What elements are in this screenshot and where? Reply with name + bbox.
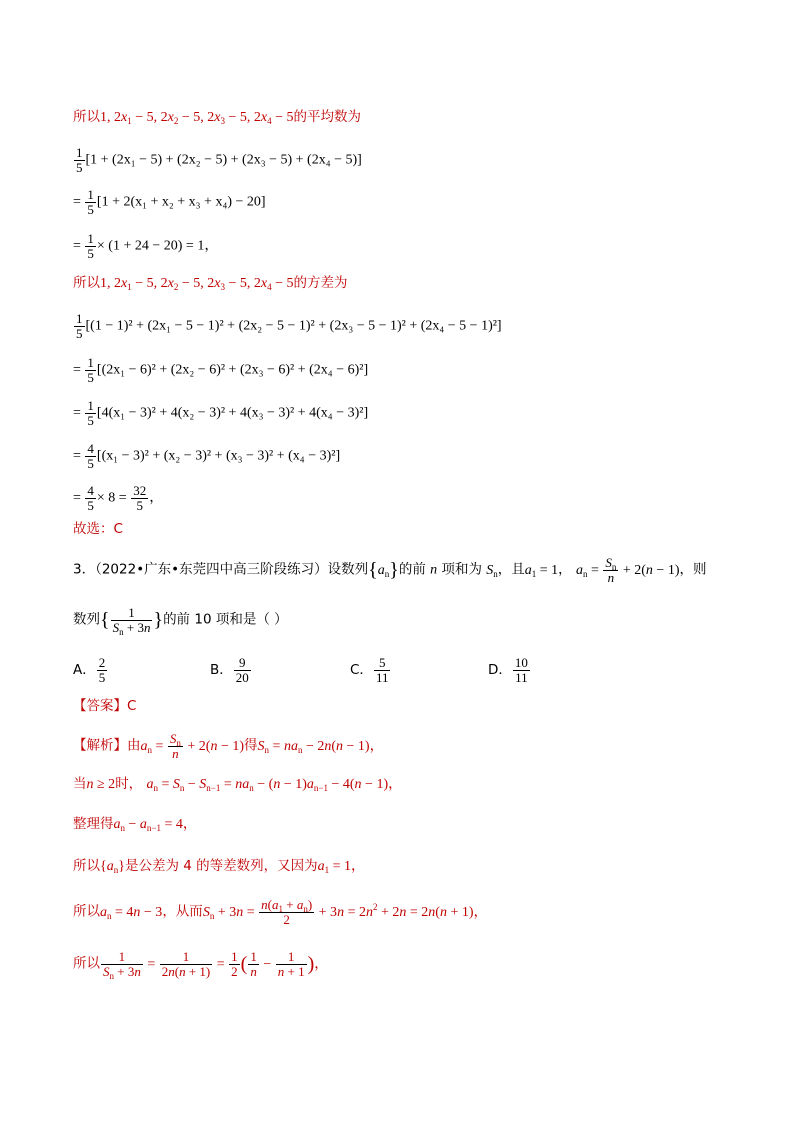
var-sn: $S_n$ (486, 562, 498, 579)
solution-formula: $S_n = na_n - 2n(n - 1)$， (257, 738, 384, 755)
stem-text: 的前 10 项和是（ ） (163, 611, 288, 628)
fraction-one-fifth: $\frac{1}{5}$ (76, 145, 83, 175)
stem-text: 的前 (398, 561, 426, 578)
mean-intro-prefix: 所以 (73, 109, 100, 125)
variance-line-2-expr: [(2x₁ − 6)² + (2x₂ − 6)² + (2x₃ − 6)² + (2x₄ − 6)²] (96, 362, 369, 378)
solution-text: 当 (73, 776, 87, 792)
option-label: B． (210, 662, 233, 678)
option-fraction (234, 656, 251, 685)
stem-text: ， (558, 561, 572, 578)
sequence-recip: { $\frac{1}{S_n + 3n}$ } (100, 605, 164, 637)
variance-line-1-expr: [(1 − 1)² + (2x₁ − 5 − 1)² + (2x₂ − 5 − 1)² + (2x₃ − 5 − 1)² + (2x₄ − 5 − 1)²] (85, 318, 502, 334)
solution-text: 整理得 (73, 816, 114, 832)
variance-line-5: = $\frac{4}{5}$ × 8 = $\frac{32}{5}$ ， (73, 483, 164, 513)
variance-line-3: = $\frac{1}{5}$ [4(x₁ − 3)² + 4(x₂ − 3)² + 4(x₃ − 3)² + 4(x₄ − 3)²] (73, 398, 369, 428)
option-b[interactable] (210, 656, 252, 685)
option-num: 5 (374, 656, 391, 671)
option-den: 20 (235, 670, 249, 685)
problem-number: 3． (73, 561, 96, 578)
option-num: 9 (234, 656, 251, 671)
option-den: 11 (515, 670, 528, 685)
problem3-line2 (73, 606, 288, 635)
solution-text: ，从而 (162, 903, 203, 920)
solution-formula: $a_n = S_n - S_{n-1} = na_n - (n - 1)a_{n-1} - 4(n - 1)$， (146, 777, 403, 793)
option-d[interactable] (488, 656, 531, 685)
solution-formula: $\{a_n\}$ (100, 859, 125, 875)
solution-line-1 (73, 732, 384, 761)
variance-line-4-expr: [(x₁ − 3)² + (x₂ − 3)² + (x₃ − 3)² + (x₄ − 3)²] (96, 448, 341, 464)
fraction-four-fifths: $\frac{4}{5}$ (87, 483, 94, 513)
cond-a1: $a_1 = 1$ (524, 562, 559, 579)
variance-intro-values: 1, $2x_1 - 5$, $2x_2 - 5$, $2x_3 - 5$, $2x_4 - 5$ (100, 276, 294, 292)
answer-value: C (127, 698, 137, 714)
solution-line-2 (73, 775, 402, 794)
option-fraction (374, 656, 391, 685)
solution-text: 得 (244, 737, 258, 754)
solution-formula: $\frac{1}{S_n + 3n}$ = $\frac{1}{2n(n + 1)}$ = $\frac{1}{2}$ ( $\frac{1}{n}$ − $\frac{1}{n + 1}$ )， (103, 949, 329, 981)
variance-line-3-expr: [4(x₁ − 3)² + 4(x₂ − 3)² + 4(x₃ − 3)² + 4(x₄ − 3)²] (96, 405, 369, 421)
option-fraction (513, 656, 530, 685)
solution-formula: $a_1 = 1$， (317, 859, 366, 875)
mean-intro-values: 1, $2x_1 - 5$, $2x_2 - 5$, $2x_3 - 5$, $2x_4 - 5$ (100, 110, 294, 126)
problem3-stem (73, 556, 706, 585)
stem-text: ，则 (679, 561, 707, 578)
solution-text: 所以 (73, 903, 100, 920)
mean-line-2-expr: [1 + 2(x₁ + x₂ + x₃ + x₄) − 20] (96, 194, 266, 210)
option-den: 11 (375, 670, 389, 685)
mean-line-3: = $\frac{1}{5}$ × (1 + 24 − 20) = 1， (73, 231, 219, 261)
fraction-32-fifths: $\frac{32}{5}$ (133, 483, 147, 513)
solution-line-3 (73, 815, 197, 834)
solution-formula: $a_n - a_{n-1} = 4$， (113, 817, 197, 833)
stem-text: 项和为 (441, 561, 482, 578)
solution-formula: n ≥ 2 (86, 777, 116, 792)
stem-text: ，且 (497, 561, 525, 578)
solution-text: 时， (115, 776, 143, 792)
fraction-one-fifth: $\frac{1}{5}$ (87, 398, 94, 428)
stem-text: 数列 (73, 611, 100, 628)
solution-formula: $a_n$ = $\frac{S_n}{n}$ + 2(n − 1) (140, 731, 245, 761)
variance-intro (73, 274, 348, 293)
sequence-an: $\{a_n\}$ (368, 558, 399, 581)
mean-line-3-expr: × (1 + 24 − 20) = 1， (96, 238, 219, 254)
solution-text: 所以 (73, 955, 100, 972)
variance-line-5-expr: × 8 = (96, 490, 127, 506)
option-num: 2 (98, 655, 106, 670)
solution-line-4 (73, 857, 365, 876)
mean-intro-suffix: 的平均数为 (293, 109, 361, 125)
mean-line-1 (73, 146, 362, 175)
variance-intro-prefix: 所以 (73, 275, 100, 291)
fraction-one-fifth: $\frac{1}{5}$ (87, 187, 94, 217)
variance-line-1 (73, 312, 502, 341)
var-n: n (430, 562, 438, 578)
cond-an: $a_n$ = $\frac{S_n}{n}$ + 2(n − 1) (575, 555, 680, 585)
variance-intro-suffix: 的方差为 (293, 275, 348, 291)
fraction-one-fifth: $\frac{1}{5}$ (87, 231, 94, 261)
option-label: C． (350, 662, 373, 678)
choice-line: 故选：C (73, 521, 123, 537)
solution-line-5 (73, 898, 488, 927)
option-den: 5 (98, 670, 106, 685)
solution-formula: $a_n = 4n - 3$ (100, 904, 163, 921)
fraction-one-fifth: $\frac{1}{5}$ (76, 311, 83, 341)
analysis-tag: 【解析】 (73, 737, 127, 754)
fraction-one-fifth: $\frac{1}{5}$ (87, 355, 94, 385)
option-fraction (97, 656, 108, 685)
option-label: D． (488, 662, 512, 678)
variance-line-4: = $\frac{4}{5}$ [(x₁ − 3)² + (x₂ − 3)² + (x₃ − 3)² + (x₄ − 3)²] (73, 441, 341, 471)
problem-source: （2022•广东•东莞四中高三阶段练习） (95, 561, 328, 578)
solution-text: 由 (127, 737, 141, 754)
solution-formula: $S_n + 3n$ = $\frac{n(a_1 + a_n)}{2}$ + $3n = 2n^2 + 2n = 2n(n + 1)$， (202, 897, 488, 927)
answer-line (73, 697, 136, 715)
option-c[interactable] (350, 656, 391, 685)
option-a[interactable] (73, 656, 108, 685)
variance-line-2: = $\frac{1}{5}$ [(2x₁ − 6)² + (2x₂ − 6)² + (2x₃ − 6)² + (2x₄ − 6)²] (73, 355, 369, 385)
solution-text: 所以 (73, 858, 100, 874)
mean-intro (73, 108, 361, 127)
fraction-four-fifths: $\frac{4}{5}$ (87, 441, 94, 471)
option-num: 10 (514, 655, 528, 670)
answer-tag: 【答案】 (73, 698, 127, 714)
mean-line-2: = $\frac{1}{5}$ [1 + 2(x₁ + x₂ + x₃ + x₄) − 20] (73, 187, 266, 217)
stem-text: 设数列 (327, 561, 369, 578)
option-label: A． (73, 662, 96, 678)
solution-text: 是公差为 4 的等差数列，又因为 (124, 858, 318, 874)
solution-line-6 (73, 950, 328, 979)
mean-line-1-expr: [1 + (2x₁ − 5) + (2x₂ − 5) + (2x₃ − 5) + (2x₄ − 5)] (85, 152, 362, 168)
